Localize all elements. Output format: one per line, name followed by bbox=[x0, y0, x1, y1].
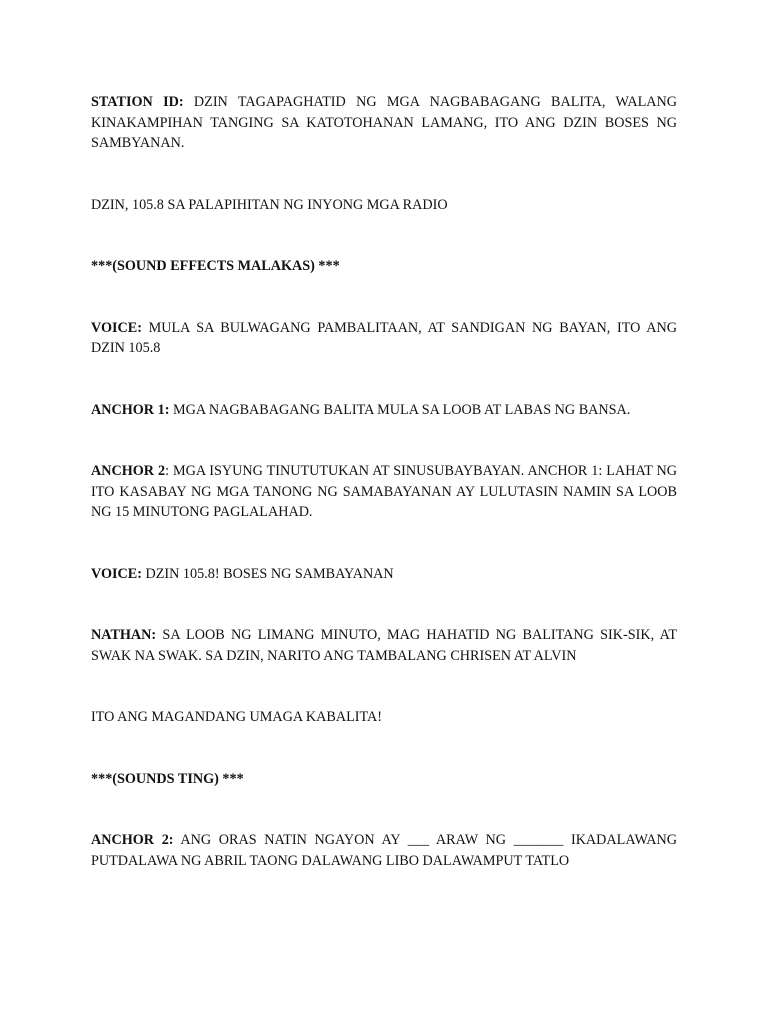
speaker-label: ANCHOR 1: bbox=[91, 401, 170, 418]
paragraph-text: : MGA ISYUNG TINUTUTUKAN AT SINUSUBAYBAYAN. ANCHOR 1: LAHAT NG ITO KASABAY NG MGA TANONG NG SAMABAYANAN AY LULUTASIN NAMIN SA LOOB NG 15 MINUTONG PAGLALAHAD. bbox=[91, 463, 677, 520]
paragraph-greeting bbox=[91, 707, 677, 728]
paragraph-sound-effects bbox=[91, 256, 677, 277]
speaker-label: VOICE: bbox=[91, 565, 142, 582]
speaker-label: VOICE: bbox=[91, 319, 142, 336]
paragraph-nathan bbox=[91, 625, 677, 666]
script-document bbox=[91, 92, 677, 912]
paragraph-anchor-1 bbox=[91, 400, 677, 421]
paragraph-frequency bbox=[91, 195, 677, 216]
paragraph-text: DZIN TAGAPAGHATID NG MGA NAGBABAGANG BALITA, WALANG KINAKAMPIHAN TANGING SA KATOTOHANAN LAMANG, ITO ANG DZIN BOSES NG SAMBYANAN. bbox=[91, 94, 678, 151]
paragraph-text: MGA NAGBABAGANG BALITA MULA SA LOOB AT LABAS NG BANSA. bbox=[169, 401, 631, 418]
speaker-label: ANCHOR 2: bbox=[91, 832, 174, 848]
cue-label: ***(SOUND EFFECTS MALAKAS) *** bbox=[91, 258, 340, 274]
paragraph-text: SA LOOB NG LIMANG MINUTO, MAG HAHATID NG BALITANG SIK-SIK, AT SWAK NA SWAK. SA DZIN, NARITO ANG TAMBALANG CHRISEN AT ALVIN bbox=[91, 627, 677, 664]
paragraph-text: MULA SA BULWAGANG PAMBALITAAN, AT SANDIGAN NG BAYAN, ITO ANG DZIN 105.8 bbox=[91, 319, 677, 356]
paragraph-text: ANG ORAS NATIN NGAYON AY ___ ARAW NG _______ IKADALAWANG PUTDALAWA NG ABRIL TAONG DALAWANG LIBO DALAWAMPUT TATLO bbox=[91, 832, 678, 869]
speaker-label: STATION ID: bbox=[91, 94, 184, 110]
paragraph-voice-intro bbox=[91, 318, 677, 359]
paragraph-anchor-2-time bbox=[91, 830, 677, 871]
speaker-label: NATHAN: bbox=[91, 627, 157, 643]
paragraph-voice-tagline bbox=[91, 564, 677, 585]
paragraph-text: DZIN 105.8! BOSES NG SAMBAYANAN bbox=[141, 565, 394, 582]
paragraph-anchor-2 bbox=[91, 461, 677, 523]
paragraph-text: ITO ANG MAGANDANG UMAGA KABALITA! bbox=[91, 709, 383, 725]
paragraph-text: DZIN, 105.8 SA PALAPIHITAN NG INYONG MGA RADIO bbox=[91, 196, 448, 213]
cue-label: ***(SOUNDS TING) *** bbox=[91, 770, 244, 787]
speaker-label: ANCHOR 2 bbox=[91, 463, 166, 479]
paragraph-station-id bbox=[91, 92, 677, 154]
paragraph-sounds-ting bbox=[91, 769, 677, 790]
